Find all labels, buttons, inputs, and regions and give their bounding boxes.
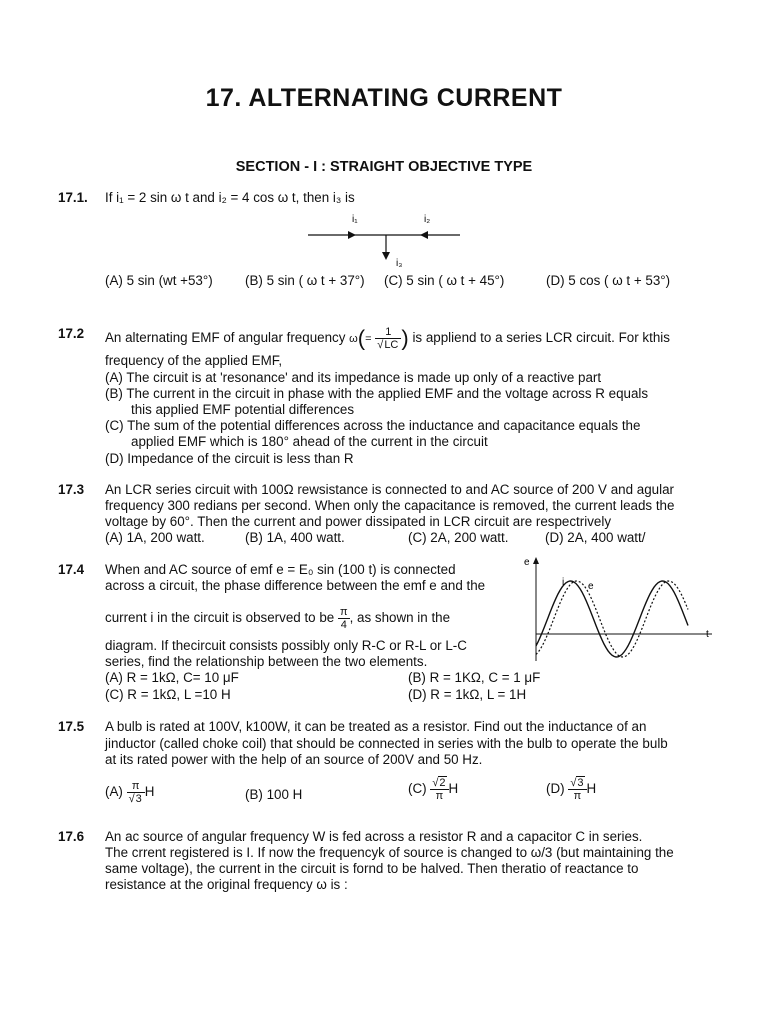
label-i1: i₁ xyxy=(352,214,358,225)
fraction-denominator: π xyxy=(435,790,444,802)
option-17-3-b: (B) 1A, 400 watt. xyxy=(245,530,345,545)
q2-text-post: is appliend to a series LCR circuit. For kthis xyxy=(412,330,670,346)
label-i2: i₂ xyxy=(424,214,431,225)
option-17-2-c-line1: (C) The sum of the potential differences across the inductance and capacitance equals the xyxy=(105,418,641,433)
fraction-root3-over-pi xyxy=(568,777,586,802)
q4-line-1: When and AC source of emf e = E₀ sin (100 t) is connected xyxy=(105,562,456,577)
option-a-label: (A) xyxy=(105,784,123,800)
label-i3: i₃ xyxy=(396,258,403,269)
question-number-17-6: 17.6 xyxy=(58,829,85,844)
current-i-curve xyxy=(536,581,688,657)
q4-line-3-pre: current i in the circuit is observed to be xyxy=(105,610,335,626)
q2-eq: = xyxy=(365,333,372,346)
option-17-5-a xyxy=(105,780,154,805)
sqrt-3: 3 xyxy=(577,777,584,789)
option-17-5-b: (B) 100 H xyxy=(245,787,303,802)
q6-line-2: The crrent registered is I. If now the frequencyk of source is changed to ω/3 (but maintaining the xyxy=(105,845,674,860)
fraction-denominator: 4 xyxy=(340,619,347,631)
q3-line-3: voltage by 60°. Then the current and power dissipated in LCR circuit are respectrively xyxy=(105,514,612,529)
option-17-2-b-line1: (B) The current in the circuit in phase with the applied EMF and the voltage across R equals xyxy=(105,386,649,401)
option-17-3-a: (A) 1A, 200 watt. xyxy=(105,530,205,545)
unit-henry: H xyxy=(144,784,155,800)
phase-difference-graph xyxy=(520,555,720,665)
fraction-numerator: π xyxy=(339,606,348,618)
unit-henry: H xyxy=(586,781,597,797)
fraction-denominator: π xyxy=(573,790,582,802)
option-17-1-c: (C) 5 sin ( ω t + 45°) xyxy=(384,273,505,288)
question-number-17-3: 17.3 xyxy=(58,482,85,497)
question-text-17-2 xyxy=(105,326,670,351)
q2-line-2: frequency of the applied EMF, xyxy=(105,353,283,368)
option-17-4-a: (A) R = 1kΩ, C= 10 μF xyxy=(105,670,239,685)
option-17-2-c-line2: applied EMF which is 180° ahead of the current in the circuit xyxy=(131,434,488,449)
arrow-i3-icon xyxy=(382,252,390,260)
q5-line-1: A bulb is rated at 100V, k100W, it can be treated as a resistor. Find out the inductance of an xyxy=(105,719,647,734)
question-number-17-2: 17.2 xyxy=(58,326,85,341)
fraction-denominator: √LC xyxy=(377,339,399,351)
section-heading: SECTION - I : STRAIGHT OBJECTIVE TYPE xyxy=(235,159,533,175)
option-17-2-a: (A) The circuit is at 'resonance' and its impedance is made up only of a reactive part xyxy=(105,370,602,385)
graph-e-label: e xyxy=(588,581,594,592)
question-number-17-1: 17.1. xyxy=(58,190,88,205)
e-axis-arrow-icon xyxy=(533,557,539,564)
option-17-4-c: (C) R = 1kΩ, L =10 H xyxy=(105,687,231,702)
q5-line-3: at its rated power with the help of an source of 200V and 50 Hz. xyxy=(105,752,483,767)
fraction-root2-over-pi xyxy=(430,777,448,802)
q6-line-3: same voltage), the current in the circuit is fornd to be halved. Then theratio of reactance to xyxy=(105,861,639,876)
q4-line-2: across a circuit, the phase difference between the emf e and the xyxy=(105,578,486,593)
q4-line-5: series, find the relationship between the two elements. xyxy=(105,654,428,669)
fraction-numerator: √3 xyxy=(568,777,586,790)
option-17-2-d: (D) Impedance of the circuit is less than R xyxy=(105,451,354,466)
option-17-5-d xyxy=(546,777,596,802)
option-17-3-c: (C) 2A, 200 watt. xyxy=(408,530,509,545)
option-17-4-d: (D) R = 1kΩ, L = 1H xyxy=(408,687,527,702)
option-17-4-b: (B) R = 1KΩ, C = 1 μF xyxy=(408,670,541,685)
option-17-1-a: (A) 5 sin (wt +53°) xyxy=(105,273,213,288)
fraction-1-over-root-lc xyxy=(375,326,401,351)
q5-line-2: jinductor (called choke coil) that should be connected in series with the bulb to operate the bulb xyxy=(105,736,668,751)
graph-t-axis-label: t xyxy=(706,629,709,640)
q4-line-3 xyxy=(105,606,450,631)
sqrt-2: 2 xyxy=(439,777,446,789)
sqrt-lc: LC xyxy=(384,339,399,351)
q4-line-4: diagram. If thecircuit consists possibly only R-C or R-L or L-C xyxy=(105,638,467,653)
page-title: 17. ALTERNATING CURRENT xyxy=(205,84,563,112)
option-c-label: (C) xyxy=(408,781,427,797)
option-17-2-b-line2: this applied EMF potential differences xyxy=(131,402,355,417)
graph-e-axis-label: e xyxy=(524,557,530,568)
q2-text-pre: An alternating EMF of angular frequency xyxy=(105,330,346,346)
q4-line-3-post: , as shown in the xyxy=(349,610,451,626)
option-17-1-b: (B) 5 sin ( ω t + 37°) xyxy=(245,273,365,288)
fraction-numerator: π xyxy=(127,780,145,793)
arrow-i1-icon xyxy=(348,231,356,239)
fraction-numerator: 1 xyxy=(375,326,401,339)
unit-henry: H xyxy=(448,781,459,797)
sqrt-3: 3 xyxy=(135,793,142,805)
left-paren: ( xyxy=(357,325,366,351)
current-junction-diagram xyxy=(300,208,470,272)
question-number-17-5: 17.5 xyxy=(58,719,85,734)
q6-line-4: resistance at the original frequency ω is : xyxy=(105,877,348,892)
arrow-i2-icon xyxy=(420,231,428,239)
option-17-1-d: (D) 5 cos ( ω t + 53°) xyxy=(546,273,671,288)
fraction-numerator: √2 xyxy=(430,777,448,790)
q3-line-2: frequency 300 redians per second. When only the capacitance is removed, the current leads the xyxy=(105,498,675,513)
q6-line-1: An ac source of angular frequency W is fed across a resistor R and a capacitor C in series. xyxy=(105,829,643,844)
q2-omega: ω xyxy=(349,333,358,346)
fraction-pi-over-4 xyxy=(338,606,350,631)
question-text-17-1: If i₁ = 2 sin ω t and i₂ = 4 cos ω t, then i₃ is xyxy=(105,190,355,205)
option-d-label: (D) xyxy=(546,781,565,797)
option-17-3-d: (D) 2A, 400 watt/ xyxy=(545,530,646,545)
q3-line-1: An LCR series circuit with 100Ω rewsistance is connected to and AC source of 200 V and agular xyxy=(105,482,674,497)
graph-i-label: i xyxy=(562,577,565,588)
fraction-pi-over-root3 xyxy=(127,780,145,805)
right-paren: ) xyxy=(401,325,409,351)
option-17-5-c xyxy=(408,777,458,802)
fraction-denominator: √3 xyxy=(128,793,142,805)
question-number-17-4: 17.4 xyxy=(58,562,85,577)
